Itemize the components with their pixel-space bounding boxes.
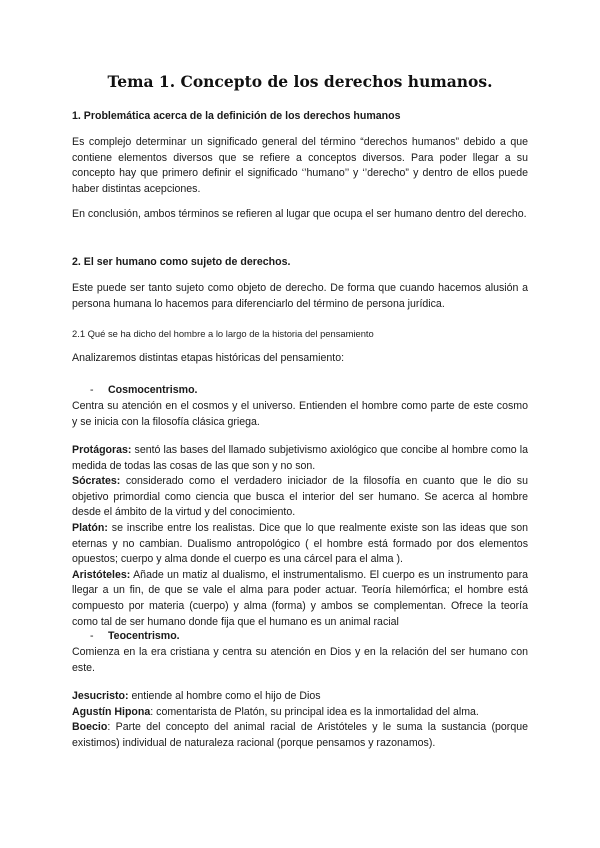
author-text: : Parte del concepto del animal racial de Aristóteles y le suma la sustancia (porque existimos) individual de naturaleza racional (porque pensamos y razonamos). [72,721,528,749]
list-dash: - [90,384,94,396]
authors-block-1 [72,443,528,630]
section-1-heading: 1. Problemática acerca de la definición de los derechos humanos [72,110,401,122]
list-item-label: Cosmocentrismo. [108,384,198,396]
section-2-heading: 2. El ser humano como sujeto de derechos. [72,256,291,268]
author-name: Protágoras: [72,444,132,456]
author-name: Jesucristo: [72,690,129,702]
list-dash: - [90,630,94,642]
author-protagoras [72,443,528,474]
section-1-paragraph-2: En conclusión, ambos términos se refieren al lugar que ocupa el ser humano dentro del derecho. [72,208,527,220]
teocentrismo-text: Comienza en la era cristiana y centra su atención en Dios y en la relación del ser humano con este. [72,646,528,674]
author-name: Platón: [72,521,108,534]
author-text: se inscribe entre los realistas. Dice que lo que realmente existe son las ideas que son eternas y no cambian. Dualismo antropológico ( el hombre está formado por dos elementos opuestos; cuerpo y alma donde el cuerpo es una cárcel para el alma ). [72,521,528,566]
page-title: Tema 1. Concepto de los derechos humanos. [107,72,493,91]
subsection-2-1-heading: 2.1 Qué se ha dicho del hombre a lo largo de la historia del pensamiento [72,328,374,339]
list-item-teocentrismo [90,630,180,642]
list-item-cosmocentrismo [90,384,197,396]
author-name: Sócrates: [72,475,121,488]
author-platon [72,521,528,568]
author-aristoteles [72,568,528,630]
section-2-intro: Analizaremos distintas etapas históricas del pensamiento: [72,352,345,364]
author-text: sentó las bases del llamado subjetivismo axiológico que concibe al hombre como la medida de todas las cosas de las que son y no son. [72,444,528,472]
author-name: Aristóteles: [72,568,131,581]
author-text: considerado como el verdadero iniciador de la filosofía en cuanto que le dio su objetivo primordial como ciencia que busca el interior del ser humano. Se acerca al hombre desde el ámbito de la virtud y del conocimiento. [72,475,528,519]
author-boecio [72,720,528,751]
section-2-paragraph-1: Este puede ser tanto sujeto como objeto de derecho. De forma que cuando hacemos alusión a persona humana lo hacemos para diferenciarlo del término de persona jurídica. [72,282,528,310]
author-name: Agustín Hipona [72,705,151,718]
author-agustin-hipona [72,705,528,721]
section-1-paragraph-1: Es complejo determinar un significado general del término “derechos humanos” debido a que contiene elementos diversos que se refiere a conceptos diversos. Para poder llegar a su concepto hay que primero definir el significado ‘’humano’’ y ‘’derecho” y dentro de ellos puede haber distintas acepciones. [72,136,528,195]
authors-block-2 [72,689,528,751]
author-text: : comentarista de Platón, su principal idea es la inmortalidad del alma. [150,705,479,718]
author-text: Añade un matiz al dualismo, el instrumentalismo. El cuerpo es un instrumento para llegar a un fin, de que se vale el alma para poder actuar. Teoría hilemórfica; el hombre está compuesto por materia (cuerpo) y alma (forma) y ambos se complementan. Ofrece la teoría como tal de ser humano donde fija que el humano es un animal racial [72,568,528,628]
author-socrates [72,474,528,521]
list-item-label: Teocentrismo. [108,630,180,642]
author-jesucristo [72,689,528,705]
author-text: entiende al hombre como el hijo de Dios [128,690,321,702]
cosmocentrismo-text: Centra su atención en el cosmos y el universo. Entienden el hombre como parte de este cosmo y se inicia con la filosofía clásica griega. [72,400,528,428]
author-name: Boecio [72,721,108,734]
